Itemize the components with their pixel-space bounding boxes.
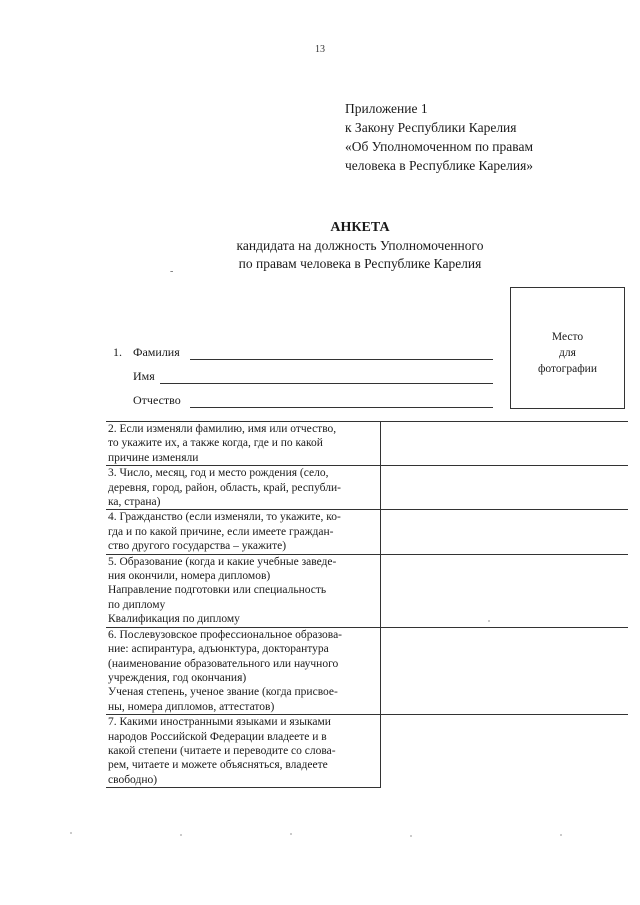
appendix-header bbox=[345, 99, 533, 175]
answer-cell[interactable] bbox=[381, 466, 629, 510]
photo-box-label: Место bbox=[551, 331, 584, 343]
appendix-line: Приложение 1 bbox=[345, 101, 428, 116]
stray-mark: - bbox=[170, 266, 174, 277]
scan-dot bbox=[180, 834, 182, 836]
photo-placeholder-box bbox=[510, 287, 625, 409]
question-cell: 2. Если изменяли фамилию, имя или отчество, то укажите их, а также когда, где и по какой причине изменяли bbox=[106, 422, 381, 466]
table-row bbox=[106, 422, 628, 466]
question-cell: 6. Послевузовское профессиональное образова- ние: аспирантура, адъюнктура, докторантура (наименование образовательного или научного учреждения, год окончания) Ученая степень, ученое звание (когда присвое- ны, номера дипломов, аттестатов) bbox=[106, 627, 381, 714]
surname-label: Фамилия bbox=[133, 345, 180, 359]
appendix-line: человека в Республике Карелия» bbox=[345, 158, 534, 173]
document-subtitle-line: кандидата на должность Уполномоченного bbox=[236, 238, 484, 253]
questionnaire-table bbox=[106, 421, 628, 788]
table-row bbox=[106, 715, 628, 788]
item-number-1: 1. bbox=[113, 345, 122, 359]
table-row bbox=[106, 466, 628, 510]
document-subtitle-line: по правам человека в Республике Карелия bbox=[238, 256, 482, 271]
question-cell: 3. Число, месяц, год и место рождения (село, деревня, город, район, область, край, республи- ка, страна) bbox=[106, 466, 381, 510]
photo-box-label: для bbox=[559, 347, 576, 359]
scan-dot bbox=[70, 832, 72, 834]
table-row bbox=[106, 554, 628, 627]
document-heading: АНКЕТА bbox=[330, 220, 390, 235]
question-cell: 5. Образование (когда и какие учебные заведе- ния окончили, номера дипломов) Направление подготовки или специальность по диплому Квалификация по диплому bbox=[106, 554, 381, 627]
form-title bbox=[0, 219, 640, 273]
answer-cell[interactable] bbox=[381, 715, 629, 788]
question-cell: 7. Какими иностранными языками и языками народов Российской Федерации владеете и в какой степени (читаете и переводите со слова- рем, читаете и можете объясняться, владеете свободно) bbox=[106, 715, 381, 788]
scan-dot bbox=[488, 620, 490, 622]
table-row bbox=[106, 627, 628, 714]
page-number: 13 bbox=[315, 44, 325, 55]
table-row bbox=[106, 510, 628, 554]
surname-field[interactable] bbox=[190, 359, 493, 360]
answer-cell[interactable] bbox=[381, 627, 629, 714]
first-name-label: Имя bbox=[133, 369, 155, 383]
patronymic-field[interactable] bbox=[190, 407, 493, 408]
scan-dot bbox=[560, 834, 562, 836]
scan-dot bbox=[410, 835, 412, 837]
patronymic-label: Отчество bbox=[133, 393, 181, 407]
answer-cell[interactable] bbox=[381, 554, 629, 627]
answer-cell[interactable] bbox=[381, 510, 629, 554]
appendix-line: к Закону Республики Карелия bbox=[345, 120, 517, 135]
answer-cell[interactable] bbox=[381, 422, 629, 466]
scan-dot bbox=[290, 833, 292, 835]
question-cell: 4. Гражданство (если изменяли, то укажите, ко- гда и по какой причине, если имеете граждан- ство другого государства – укажите) bbox=[106, 510, 381, 554]
photo-box-label: фотографии bbox=[537, 363, 597, 375]
appendix-line: «Об Уполномоченном по правам bbox=[345, 139, 533, 154]
first-name-field[interactable] bbox=[160, 383, 493, 384]
